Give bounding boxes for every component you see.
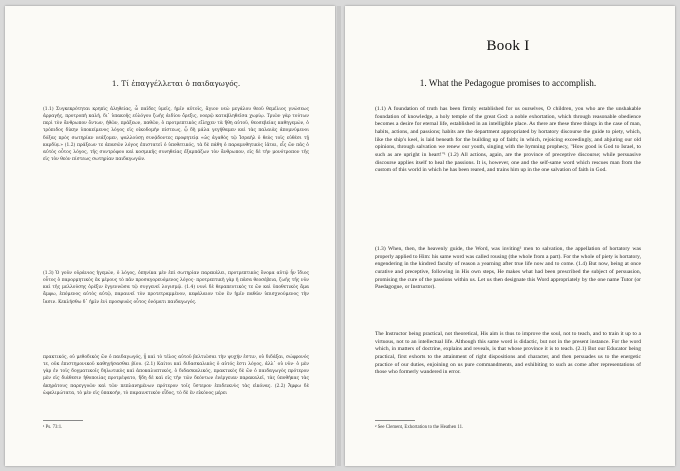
book-title: Book I bbox=[486, 38, 530, 54]
greek-paragraph-1: (1.1) Συγκεκρότηται κρηπὶς ἀληθείας, ὦ παῖδες ὑμεῖς, ἡμῖν αὐτοῖς, ἄγιον νεὼ μεγάλου θεοῦ θεμέλιος γνώσεως ἀρραγής, προτροπὴ καλή, δι᾽ ὑπακοῆς εὐλόγου ζωῆς ἀιδίου ὄρεξις, νοερῷ καταβληθεῖσα χωρίῳ. Τριῶν γὰρ τούτων περὶ τὸν ἄνθρωπον ὄντων, ἠθῶν, πράξεων, παθῶν, ὁ προτρεπτικὸς εἴληχεν τὰ ἤθη αὐτοῦ, θεοσεβείας καθηγεμών, ὁ τρόπιδος δίκην ὑποκείμενος λόγος εἰς οἰκοδομὴν πίστεως, ᾧ δὴ μάλα γεγήθαμεν καὶ τὰς παλαιὰς ἀπομνύμενοι δόξας πρὸς σωτηρίαν νεάζομεν, ψαλλούσῃ συνᾴδοντες προφητείᾳ «ὡς ἀγαθὸς τῷ Ἰσραὴλ ὁ θεὸς τοῖς εὐθέσι τῇ καρδίᾳ.» (1.2) πράξεων τε ἁπασῶν λόγος ἐπιστατεῖ ὁ ὑποθετικός, τὰ δὲ πάθη ὁ παραμυθητικὸς ἰᾶται, εἷς ὢν πᾶς ὁ αὐτὸς οὗτος λόγος, τῆς συντρόφου καὶ κοσμικῆς συνηθείας ἐξαρπάζων τὸν ἄνθρωπον, εἰς δὲ τὴν μονότροπον τῆς εἰς τὸν θεὸν πίστεως σωτηρίαν παιδαγωγῶν. bbox=[43, 107, 309, 163]
english-paragraph-2: (1.3) When, then, the heavenly guide, the Word, was inviting² men to salvation, the appellation of hortatory was properly applied to Him: his same word was called rousing (the whole from a part). For the whole of piety is hortatory, engendering in the kindred faculty of reason a yearning after true life now and to come. (1.4) But now, being at once curative and preceptive, following in His own steps, He makes what had been prescribed the subject of persuasion, promising the cure of the passions within us. Let us then designate this Word appropriately by the one name Tutor (or Paedagogue, or Instructor). bbox=[375, 246, 641, 291]
english-chapter-title: 1. What the Pedagogue promises to accomplish. bbox=[419, 78, 597, 88]
english-paragraph-1: (1.1) A foundation of truth has been firmly established for us ourselves, O children, you who are the unshakable foundation of knowledge, a holy temple of the great God: a noble exhortation, which through reasonable obedience becomes a desire for eternal life, established in an intelligible place. As there are these three things in the case of man, habits, actions, and passions; habits are the department appropriated by hortatory discourse the guide to piety, which, like the ship's keel, is laid beneath for the building up of faith; in which, rejoicing exceedingly, and abjuring our old opinions, through salvation we renew our youth, singing with the hymning prophecy, "How good is God to Israel, to such as are upright in heart!"¹ (1.2) All actions, again, are the province of preceptive discourse; while persuasive discourse applies itself to heal the passions. It is, however, one and the self-same word which rescues man from the custom of this world in which he has been reared, and trains him up in the one salvation of faith in God. bbox=[375, 106, 641, 174]
right-page-english bbox=[345, 6, 675, 466]
book-gutter bbox=[337, 6, 341, 466]
right-page-content bbox=[375, 6, 641, 466]
greek-paragraph-3: πρακτικός, οὐ μεθοδικὸς ὢν ὁ παιδαγωγός, ᾗ καὶ τὸ τέλος αὐτοῦ βελτιῶσαι τὴν ψυχήν ἐστιν, οὐ διδάξαι, σώφρονός τε, οὐκ ἐπιστημονικοῦ καθηγήσασθαι βίου. (2.1) Καίτοι καὶ διδασκαλικὸς ὁ αὐτός ἐστι λόγος, ἀλλ᾽ οὐ νῦν· ὁ μὲν γὰρ ἐν τοῖς δογματικοῖς δηλωτικὸς καὶ ἀποκαλυπτικός, ὁ διδασκαλικός, πρακτικὸς δὲ ὢν ὁ παιδαγωγὸς πρότερον μὲν εἰς διάθεσιν ἠθοποιίας προτρέψατο, ἤδη δὲ καὶ εἰς τὴν τῶν δεόντων ἐνέργειαν παρακαλεῖ, τὰς ὑποθήκας τὰς ἀκηράτους παρεγγυῶν καὶ τῶν πεπλανημένων πρότερον τοῖς ὕστερον ἐπιδεικνὺς τὰς εἰκόνας. (2.2) Ἄμφω δὲ ὠφελιμώτατα, τὸ μὲν εἰς ὑπακοήν, τὸ παραινετικὸν εἶδος, τὸ δὲ ἐν εἰκόνος μέρει bbox=[43, 355, 309, 396]
footnote-divider bbox=[43, 420, 83, 421]
greek-chapter-title: 1. Τί ἐπαγγέλλεται ὁ παιδαγωγός. bbox=[111, 79, 241, 88]
left-page-content bbox=[43, 6, 309, 466]
footnote-divider bbox=[375, 420, 415, 421]
english-paragraph-3: The Instructor being practical, not theoretical, His aim is thus to improve the soul, not to teach, and to train it up to a virtuous, not to an intellectual life. Although this same word is didactic, but not in the present instance. For the word which, in matters of doctrine, explains and reveals, is that whose province it is to teach. (2.1) But our Educator being practical, first exhorts to the attainment of right dispositions and character, and then persuades us to the energetic practice of our duties, enjoining on us pure commandments, and exhibiting to such as come after representations of those who formerly wandered in error. bbox=[375, 331, 641, 376]
greek-footnote: ¹ Ps. 73:1. bbox=[43, 425, 63, 430]
left-page-greek bbox=[5, 6, 335, 466]
greek-paragraph-2: (1.3) Ὁ γοῦν οὐράνιος ἡγεμών, ὁ λόγος, ὁπηνίκα μὲν ἐπὶ σωτηρίαν παρεκάλει, προτρεπτικὸς ὄνομα αὐτῷ ἦν ἴδιος οὗτος ὁ παρορμητικὸς ἐκ μέρους τὸ πᾶν προσαγορευόμενος λόγος· προτρεπτικὴ γὰρ ἡ πᾶσα θεοσέβεια, ζωῆς τῆς νῦν καὶ τῆς μελλούσης ὀρέξιν ἐγγεννῶσα τῷ συγγενεῖ λογισμῷ. (1.4) νυνὶ δὲ θεραπευτικὸς τε ὢν καὶ ὑποθετικὸς ἅμα ἄμφω, ἐπόμενος αὐτὸς αὑτῷ, παραινεῖ τὸν προτετραμμένον, κεφάλαιον τῶν ἐν ἡμῖν παθῶν ὑπισχνούμενος τὴν ἴασιν. Κεκλήσθω δ᾽ ἡμῖν ἑνὶ προσφυῶς οὗτος ὀνόματι παιδαγωγός. bbox=[43, 271, 309, 305]
english-footnote: ² See Clement, Exhortation to the Heathen 11. bbox=[375, 425, 464, 430]
